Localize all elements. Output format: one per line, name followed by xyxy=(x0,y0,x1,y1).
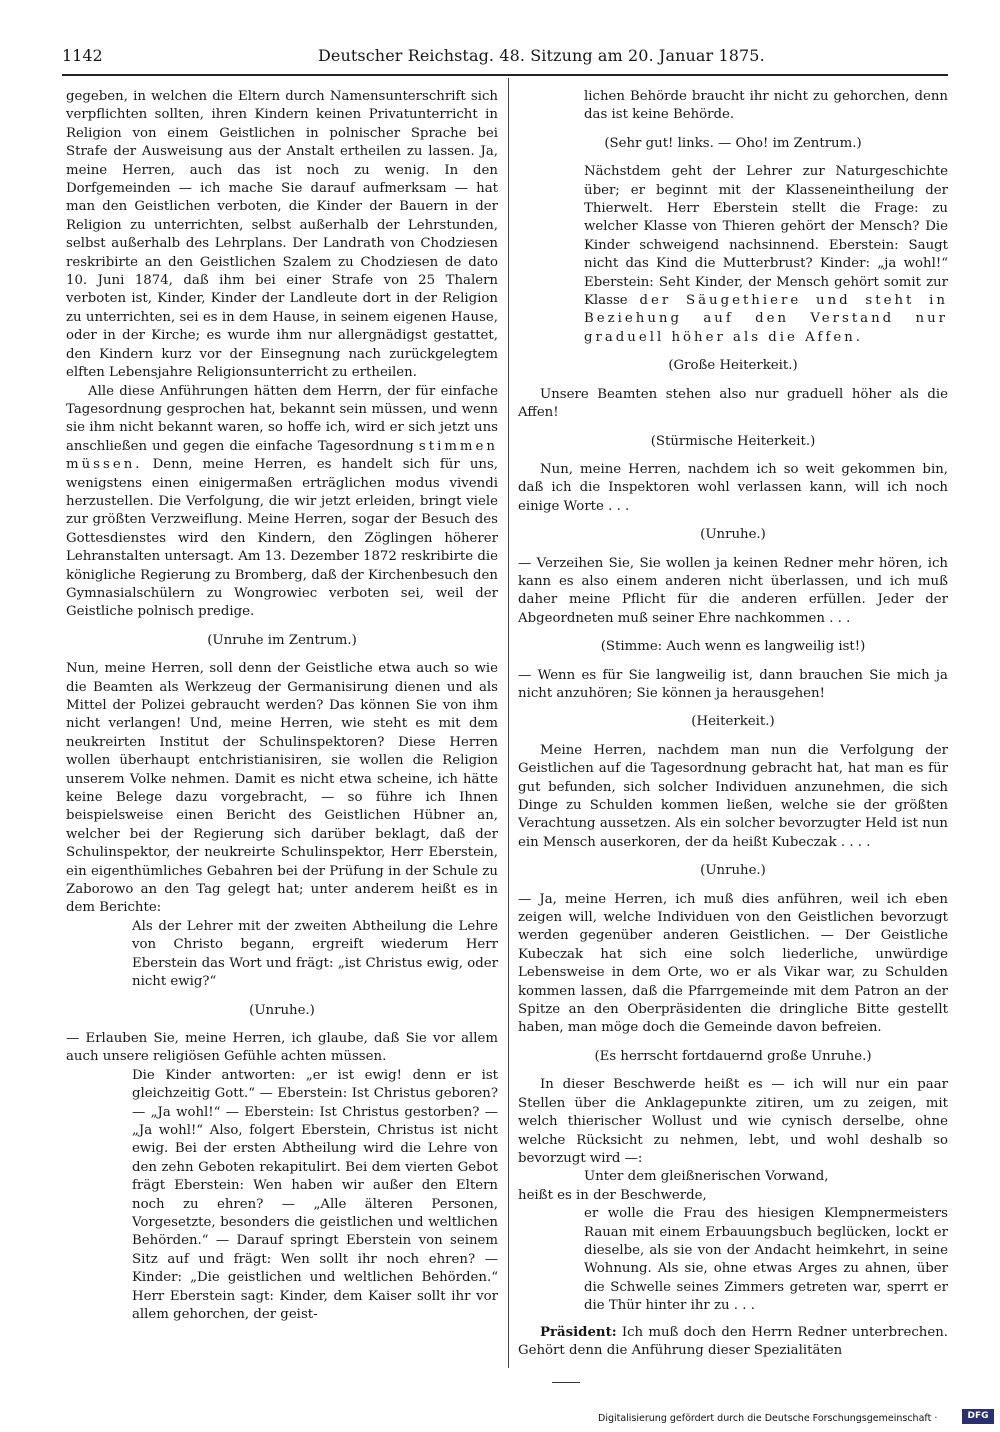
quotation: Die Kinder antworten: „er ist ewig! denn er ist gleichzeitig Gott.“ — Eberstein: Ist Christus geboren? — „Ja wohl!“ — Eberstein: Ist Christus gestorben? — „Ja wohl!“ Also, folgert Eberstein, Christus ist nicht ewig. Bei der ersten Abtheilung wird die Lehre von den zehn Geboten rekapitulirt. Bei dem vierten Gebot frägt Eberstein: Wen haben wir außer den Eltern noch zu ehren? — „Alle älteren Personen, Vorgesetzte, besonders die geistlichen und weltlichen Behörden.“ — Darauf springt Eberstein von seinem Sitz auf und frägt: Wen sollt ihr noch ehren? — Kinder: „Die geistlichen und weltlichen Behörden.“ Herr Eberstein sagt: Kinder, dem Kaiser sollt ihr vor allem gehorchen, der geist- xyxy=(132,1067,498,1322)
paragraph: Meine Herren, nachdem man nun die Verfolgung der Geistlichen auf die Tagesordnung gebracht hat, hat man es für gut befunden, sich solcher Individuen anzunehmen, die sich Dinge zu Schulden kommen ließen, welche sie der größten Verachtung aussetzen. Als ein solcher bevorzugter Held ist nun ein Mensch auserkoren, der da heißt Kubeczak . . . . xyxy=(518,742,948,850)
stage-direction: (Unruhe.) xyxy=(249,1002,315,1018)
paragraph xyxy=(66,383,498,622)
stage-direction: (Sehr gut! links. — Oho! im Zentrum.) xyxy=(604,135,862,151)
stage-direction: (Heiterkeit.) xyxy=(691,714,775,730)
quotation: Als der Lehrer mit der zweiten Abtheilung die Lehre von Christo begann, ergreift wiederum Herr Eberstein das Wort und frägt: „ist Christus ewig, oder nicht ewig?“ xyxy=(132,918,498,990)
left-column xyxy=(66,88,498,1324)
quotation: er wolle die Frau des hiesigen Klempnermeisters Rauan mit einem Erbauungsbuch beglücken, lockt er dieselbe, als sie von der Andacht heimkehrt, in seine Wohnung. Als sie, ohne etwas Arges zu ahnen, über die Schwelle seines Zimmers getreten war, sperrt er die Thür hinter ihr zu . . . xyxy=(584,1206,948,1314)
digitization-credit: Digitalisierung gefördert durch die Deutsche Forschungsgemeinschaft · xyxy=(598,1413,938,1424)
stage-direction: (Stürmische Heiterkeit.) xyxy=(650,433,816,449)
quotation: Unter dem gleißnerischen Vorwand, xyxy=(584,1169,829,1185)
speaker-label: Präsident: xyxy=(540,1324,617,1340)
paragraph xyxy=(518,1324,948,1361)
header-rule xyxy=(62,74,948,76)
paragraph: Nun, meine Herren, nachdem ich so weit gekommen bin, daß ich die Inspektoren wohl verlassen kann, will ich noch einige Worte . . . xyxy=(518,461,948,514)
text-run: Alle diese Anführungen hätten dem Herrn, der für einfache Tagesordnung gesprochen hat, bekannt sein müssen, und wenn sie ihm nicht bekannt waren, so hoffe ich, wird er sich jetzt uns anschließen und gegen die einfache Tagesordnung xyxy=(66,383,498,454)
paragraph: — Ja, meine Herren, ich muß dies anführen, weil ich eben zeigen will, welche Individuen von den Geistlichen bevorzugt werden gegenüber anderen Geistlichen. — Der Geistliche Kubeczak hat sich eine solch liederliche, unwürdige Lebensweise in dem Orte, wo er als Vikar war, zu Schulden kommen lassen, daß die Pfarrgemeinde mit dem Patron an der Spitze an den Oberpräsidenten die dringliche Bitte gestellt haben, man möge doch die Gemeinde davon befreien. xyxy=(518,891,948,1036)
stage-direction: (Stimme: Auch wenn es langweilig ist!) xyxy=(600,639,866,655)
stage-direction: (Unruhe.) xyxy=(700,527,766,543)
quotation xyxy=(584,163,948,347)
paragraph: In dieser Beschwerde heißt es — ich will nur ein paar Stellen über die Anklagepunkte zitiren, um zu zeigen, mit welch thierischer Wollust und wie cynisch derselbe, ohne welche Rücksicht zu nehmen, lebt, und wohl deshalb so bevorzugt wird —: xyxy=(518,1077,948,1166)
paragraph: Unsere Beamten stehen also nur graduell höher als die Affen! xyxy=(518,386,948,421)
paragraph: — Verzeihen Sie, Sie wollen ja keinen Redner mehr hören, ich kann es also einem anderen nicht überlassen, und ich muß daher meine Pflicht für die anderen erfüllen. Jeder der Abgeordneten muß seiner Ehre nachkommen . . . xyxy=(518,555,948,626)
page-bottom-mark xyxy=(552,1382,580,1383)
right-column xyxy=(518,88,948,1360)
paragraph: heißt es in der Beschwerde, xyxy=(518,1187,707,1203)
dfg-logo: DFG xyxy=(962,1409,994,1424)
stage-direction: (Unruhe.) xyxy=(700,863,766,879)
emphasis-text: der Säugethiere und steht in Beziehung auf den Verstand nur graduell höher als die Affen. xyxy=(584,293,948,345)
quotation: lichen Behörde braucht ihr nicht zu gehorchen, denn das ist keine Behörde. xyxy=(584,89,948,123)
paragraph: Nun, meine Herren, soll denn der Geistliche etwa auch so wie die Beamten als Werkzeug der Germanisirung dienen und als Mittel der Polizei gebraucht werden? Das können Sie von ihm nicht verlangen! Und, meine Herren, wie steht es mit dem neukreirten Institut der Schulinspektoren? Diese Herren wollen überhaupt entchristianisiren, sie wollen die Religion unserem Volke nehmen. Damit es nicht etwa scheine, ich hätte keine Belege dazu vorgebracht, — so führe ich Ihnen beispielsweise einen Bericht des Geistlichen Hübner an, welcher bei der Regierung sich darüber beklagt, daß der Schulinspektor, der neukreirte Schulinspektor, Herr Eberstein, ein eigenthümliches Gebahren bei der Prüfung in der Schule zu Zaborowo an den Tag gelegt hat; unter anderem heißt es in dem Berichte: xyxy=(66,661,498,916)
stage-direction: (Es herrscht fortdauernd große Unruhe.) xyxy=(594,1048,872,1064)
paragraph: — Wenn es für Sie langweilig ist, dann brauchen Sie mich ja nicht anzuhören; Sie können ja herausgehen! xyxy=(518,667,948,701)
paragraph: gegeben, in welchen die Eltern durch Namensunterschrift sich verpflichten sollten, ihren Kindern keinen Privatunterricht in Religion von einem Geistlichen in polnischer Sprache bei Strafe der Ausweisung aus der Anstalt ertheilen zu lassen. Ja, meine Herren, auch das ist noch zu wenig. In den Dorfgemeinden — ich mache Sie darauf aufmerksam — hat man den Geistlichen verboten, die Kinder der Bauern in der Religion zu unterrichten, selbst außerhalb der Lehrstunden, selbst außerhalb des Lehrplans. Der Landrath von Chodziesen reskribirte an den Geistlichen Szalem zu Chodziesen de dato 10. Juni 1874, daß ihm bei einer Strafe von 25 Thalern verboten ist, Kinder, Kinder der Landleute dort in der Religion zu unterrichten, sei es in dem Hause, in seinem eigenen Hause, oder in der Kirche; es wurde ihm nur allergnädigst gestattet, den Kindern kurz vor der Einsegnung nach zurückgelegtem elften Lebensjahre Religionsunterricht zu ertheilen. xyxy=(66,89,498,381)
running-title: Deutscher Reichstag. 48. Sitzung am 20. Januar 1875. xyxy=(318,46,765,65)
column-divider xyxy=(508,78,509,1368)
text-run: Ich muß doch den Herrn Redner unterbrechen. Gehört denn die Anführung dieser Spezialitäten xyxy=(518,1324,948,1358)
stage-direction: (Unruhe im Zentrum.) xyxy=(207,632,357,648)
stage-direction: (Große Heiterkeit.) xyxy=(668,358,798,374)
text-run: Nächstdem geht der Lehrer zur Naturgeschichte über; er beginnt mit der Klasseneintheilung der Thierwelt. Herr Eberstein stellt die Frage: zu welcher Klasse von Thieren gehört der Mensch? Die Kinder schweigend nachsinnend. Eberstein: Saugt nicht das Kind die Mutterbrust? Kinder: „ja wohl!“ Eberstein: Seht Kinder, der Mensch gehört somit zur Klasse xyxy=(584,164,948,309)
paragraph: — Erlauben Sie, meine Herren, ich glaube, daß Sie vor allem auch unsere religiösen Gefühle achten müssen. xyxy=(66,1030,498,1065)
emphasis-text: stimmen müssen. xyxy=(66,438,498,473)
text-run: Denn, meine Herren, es handelt sich für uns, wenigstens einen einigermaßen erträglichen modus vivendi herzustellen. Die Verfolgung, die wir jetzt erleiden, bringt viele zur größten Verzweiflung. Meine Herren, sogar der Besuch des Gottesdienstes wird den Kindern, den Zöglingen höherer Lehranstalten untersagt. Am 13. Dezember 1872 reskribirte die königliche Regierung zu Bromberg, daß der Kirchenbesuch den Gymnasialschülern zu Wongrowiec verboten sei, weil der Geistliche polnisch predige. xyxy=(66,457,498,620)
page-number: 1142 xyxy=(62,46,103,65)
page-header xyxy=(62,46,942,70)
